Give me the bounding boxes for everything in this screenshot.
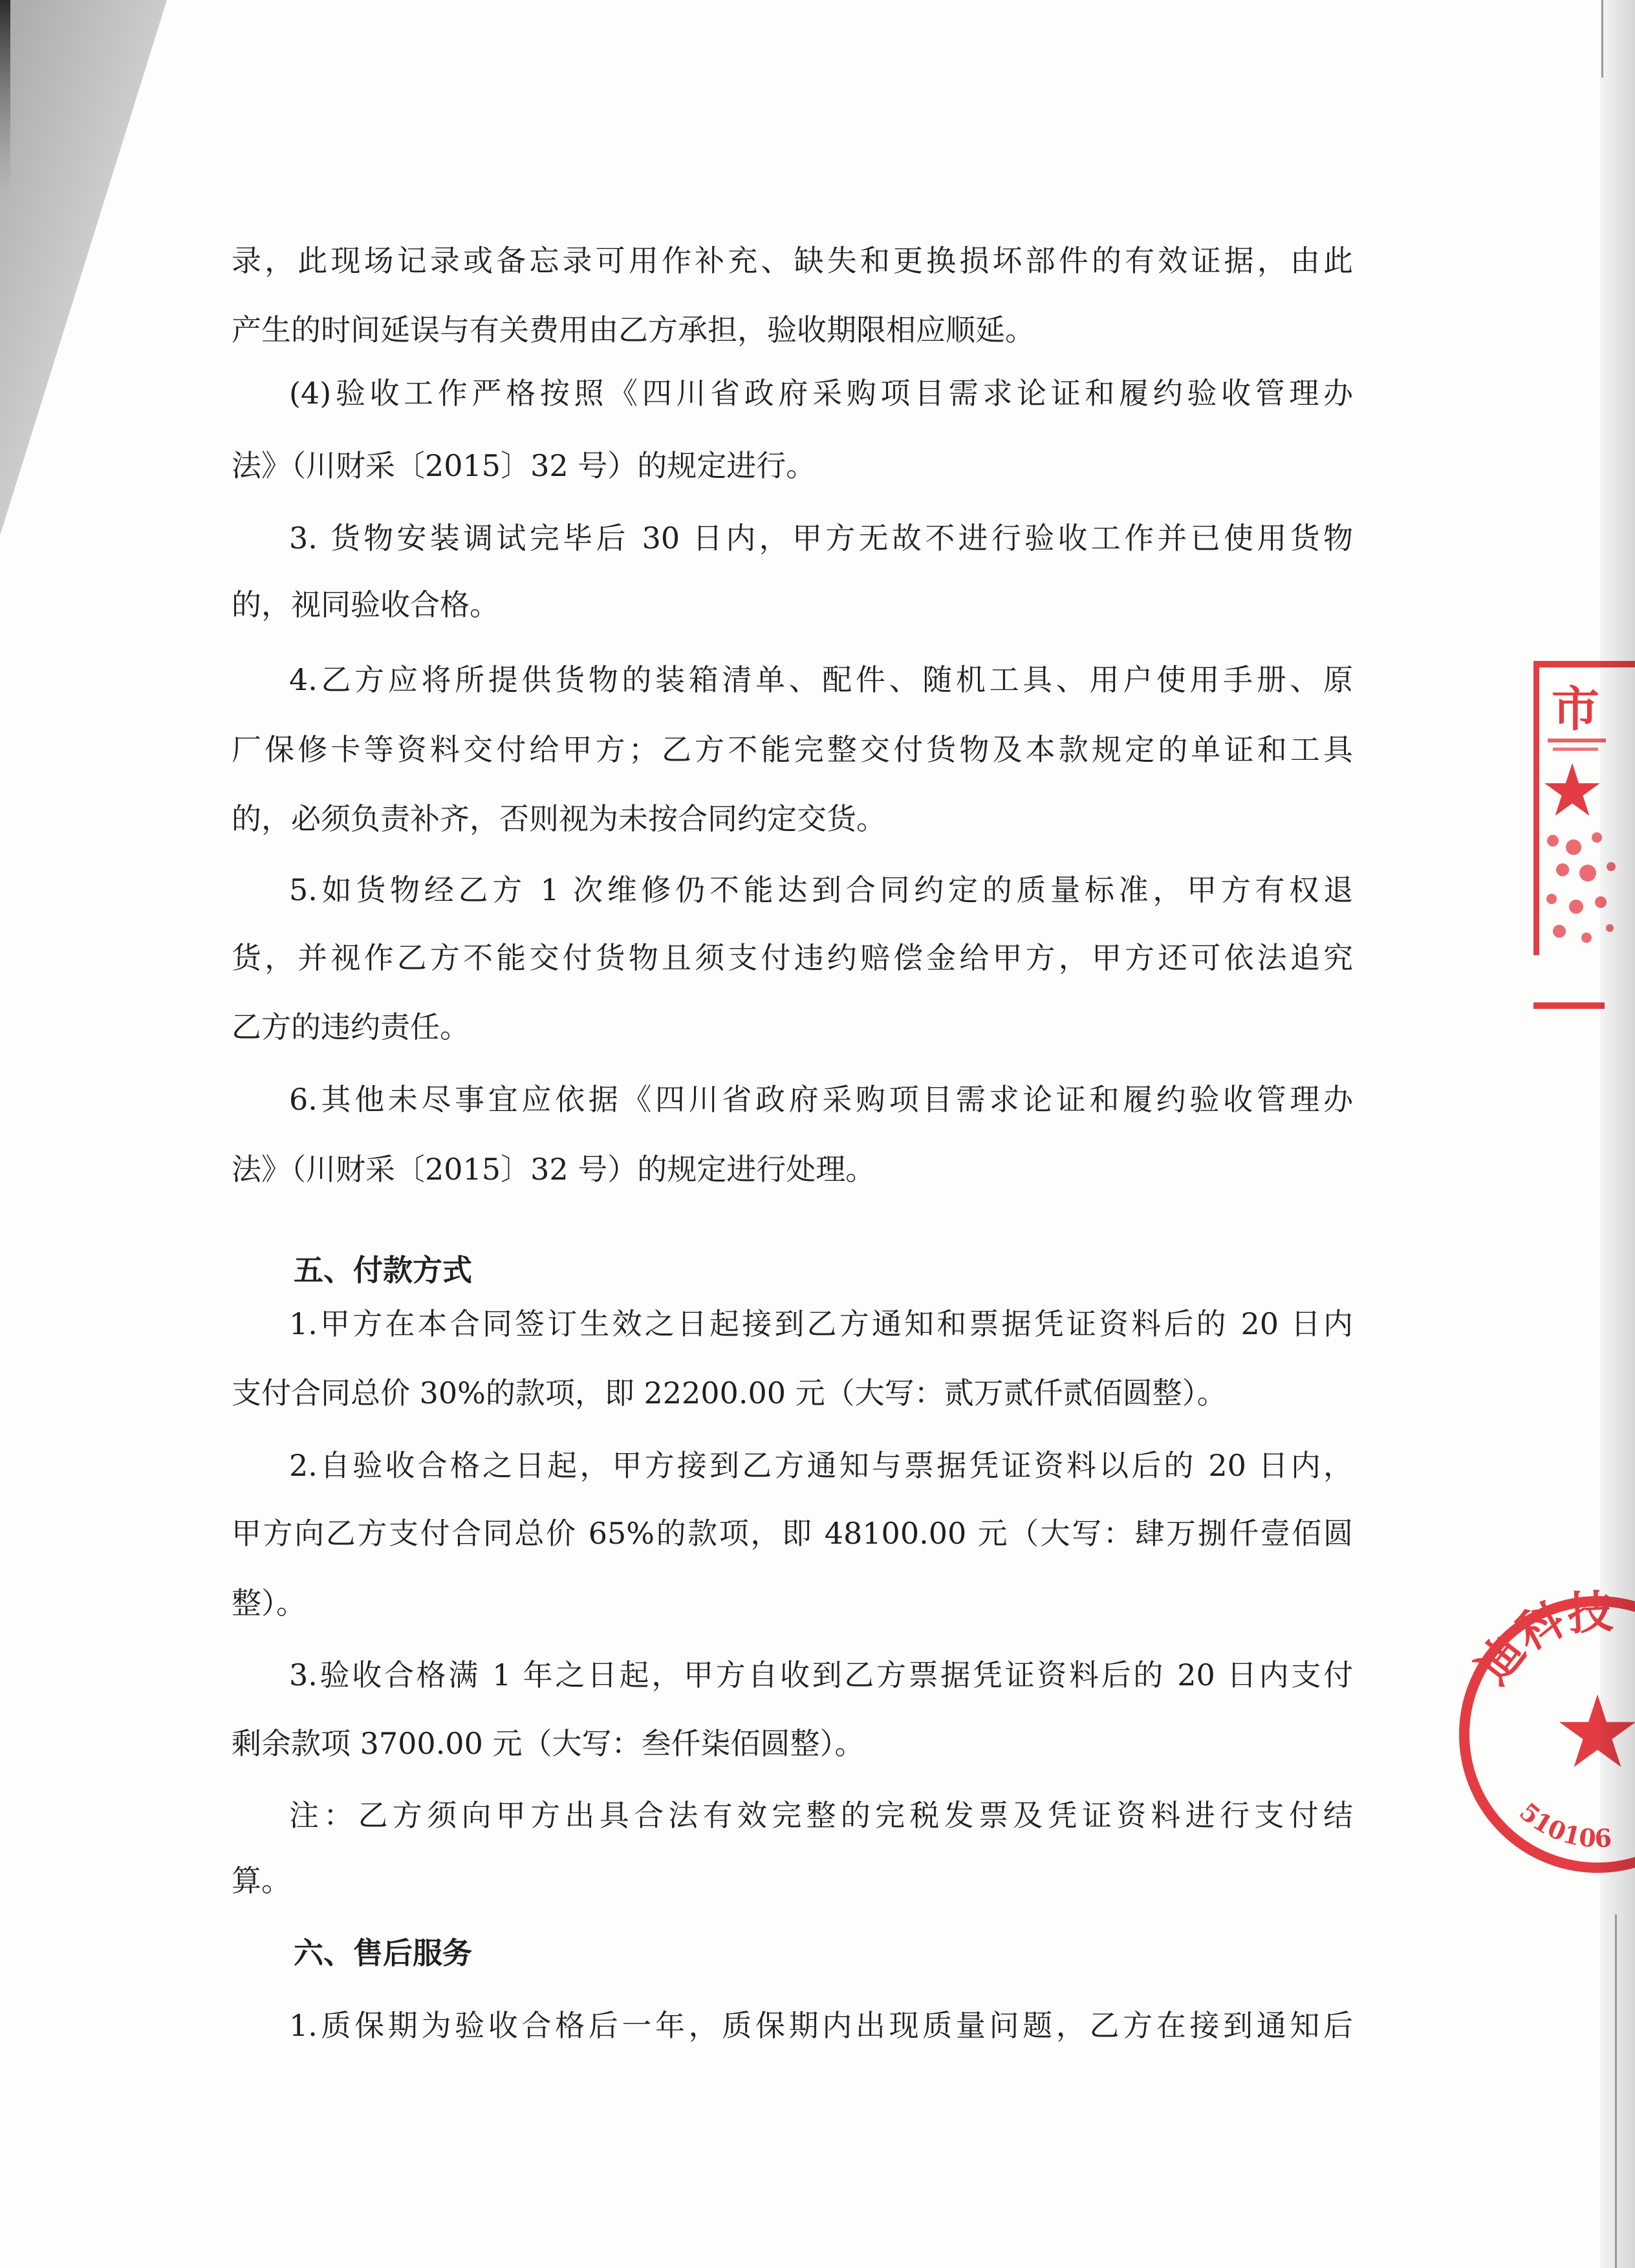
text-line: 的，视同验收合格。	[232, 587, 499, 622]
seal-border-left	[1533, 661, 1539, 955]
seal-text: 市	[1552, 682, 1599, 737]
text-line: 1.质保期为验收合格后一年，质保期内出现质量问题，乙方在接到通知后	[289, 2008, 1353, 2043]
text-line: 甲方向乙方支付合同总价 65%的款项，即 48100.00 元（大写：肆万捌仟壹佰圆	[232, 1516, 1353, 1551]
text-line: 支付合同总价 30%的款项，即 22200.00 元（大写：贰万贰仟贰佰圆整）。	[232, 1376, 1227, 1410]
scan-shadow-wedge	[0, 0, 167, 535]
round-seal	[1455, 1584, 1635, 1888]
scan-edge-line-bottom	[1615, 1914, 1617, 2268]
scan-shadow-left	[0, 0, 168, 537]
text-line: 乙方的违约责任。	[232, 1010, 470, 1044]
seal-texture	[1546, 832, 1616, 943]
text-line: 法》（川财采〔2015〕32 号）的规定进行处理。	[232, 1152, 876, 1187]
star-icon	[1544, 763, 1600, 815]
text-line: 产生的时间延误与有关费用由乙方承担，验收期限相应顺延。	[232, 312, 1035, 347]
text-line: 1.甲方在本合同签订生效之日起接到乙方通知和票据凭证资料后的 20 日内	[289, 1306, 1353, 1341]
section-heading-payment: 五、付款方式	[294, 1253, 472, 1288]
text-line: 法》（川财采〔2015〕32 号）的规定进行。	[232, 448, 816, 483]
scan-dark-edge	[0, 0, 10, 194]
scan-shadow-right	[1600, 0, 1635, 2268]
text-line: 3.验收合格满 1 年之日起，甲方自收到乙方票据凭证资料后的 20 日内支付	[289, 1658, 1353, 1692]
text-line: 6.其他未尽事宜应依据《四川省政府采购项目需求论证和履约验收管理办	[289, 1082, 1353, 1117]
text-line: (4)验收工作严格按照《四川省政府采购项目需求论证和履约验收管理办	[289, 376, 1353, 411]
edge-seal	[1533, 653, 1635, 1015]
seal-border-bottom	[1533, 1002, 1605, 1009]
seal-mark	[1553, 748, 1598, 751]
seal-mark	[1548, 739, 1606, 742]
seal-border-top	[1533, 661, 1635, 667]
text-line: 5.如货物经乙方 1 次维修仍不能达到合同约定的质量标准，甲方有权退	[289, 872, 1353, 907]
text-line: 货，并视作乙方不能交付货物且须支付违约赔偿金给甲方，甲方还可依法追究	[232, 940, 1353, 975]
text-line: 算。	[232, 1863, 291, 1898]
text-line: 整）。	[232, 1586, 306, 1621]
text-line: 录，此现场记录或备忘录可用作补充、缺失和更换损坏部件的有效证据，由此	[232, 243, 1353, 278]
star-icon	[1559, 1694, 1635, 1767]
text-line: 2.自验收合格之日起，甲方接到乙方通知与票据凭证资料以后的 20 日内，	[289, 1448, 1353, 1483]
text-line: 厂保修卡等资料交付给甲方；乙方不能完整交付货物及本款规定的单证和工具	[232, 732, 1353, 767]
text-line: 3. 货物安装调试完毕后 30 日内，甲方无故不进行验收工作并已使用货物	[289, 521, 1353, 556]
text-line: 剩余款项 3700.00 元（大写：叁仟柒佰圆整）。	[232, 1726, 865, 1761]
text-line: 的，必须负责补齐，否则视为未按合同约定交货。	[232, 801, 886, 836]
section-heading-after-sales: 六、售后服务	[294, 1936, 472, 1971]
seal-code-arc: 510106	[1514, 1797, 1613, 1853]
seal-text-arc: 迪科技	[1466, 1584, 1614, 1694]
seal-text	[1466, 1584, 1614, 1694]
text-line: 4.乙方应将所提供货物的装箱清单、配件、随机工具、用户使用手册、原	[289, 662, 1353, 697]
scan-edge-line-top	[1601, 0, 1603, 78]
text-line: 注：乙方须向甲方出具合法有效完整的完税发票及凭证资料进行支付结	[289, 1798, 1353, 1833]
